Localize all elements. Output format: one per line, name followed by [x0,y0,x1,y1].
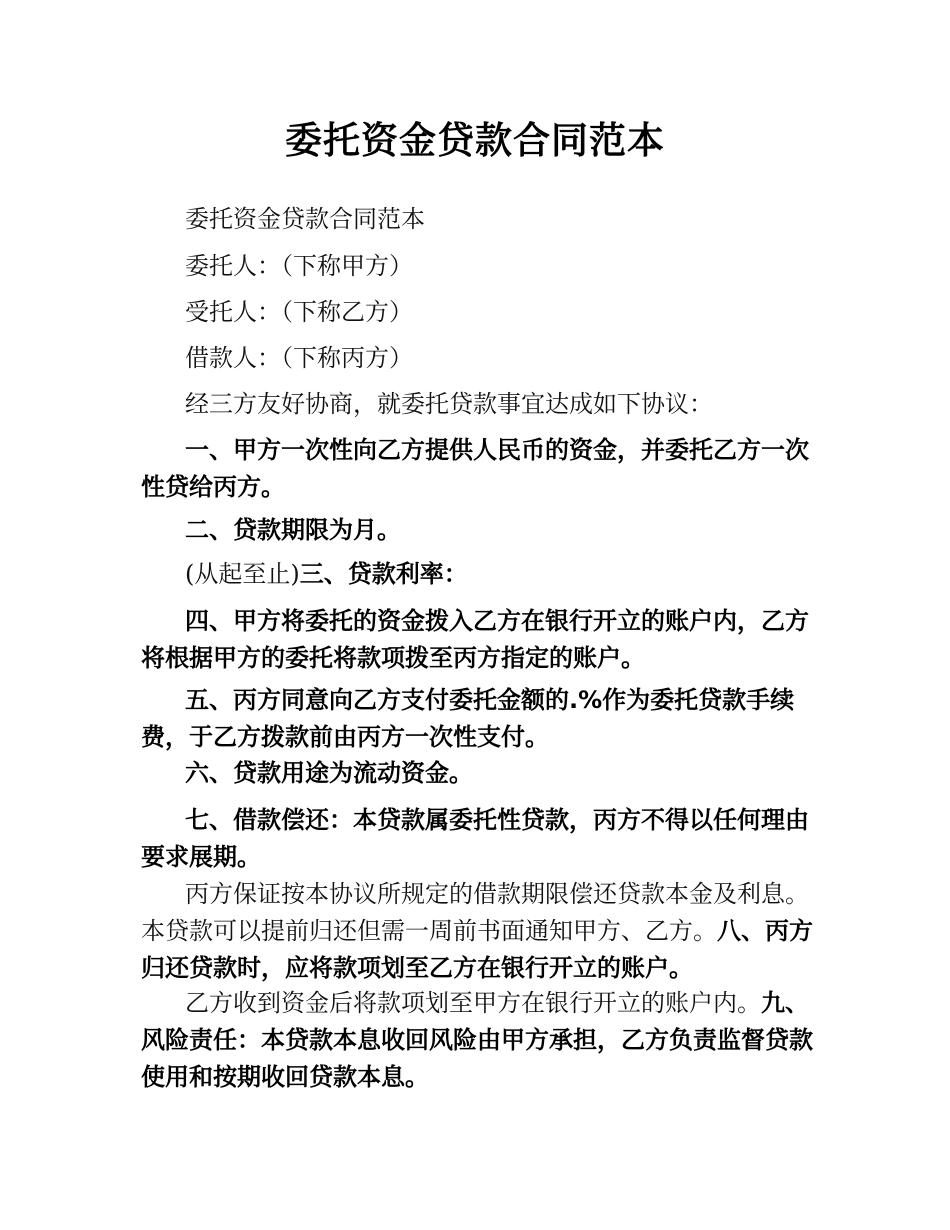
clause-4 [141,603,813,677]
clause-text: 六、贷款用途为流动资金。 [185,759,473,787]
clause-prefix-text: (从起至止) [185,560,300,588]
paragraph-doc-name [141,201,813,238]
clause-1 [141,432,813,506]
clause-text: 七、借款偿还：本贷款属委托性贷款，丙方不得以任何理由要求展期。 [141,806,809,871]
clause-6 [141,755,813,792]
clause-2 [141,512,813,549]
clause-text: 八、丙方归还贷款时，应将款项划至乙方在银行开立的账户。 [141,917,813,982]
document-title: 委托资金贷款合同范本 [285,119,665,162]
paragraph-text: 乙方收到资金后将款项划至甲方在银行开立的账户内。 [185,989,761,1017]
clause-5 [141,682,813,756]
paragraph-text: 委托人：（下称甲方） [185,252,413,280]
clause-text: 一、甲方一次性向乙方提供人民币的资金，并委托乙方一次性贷给丙方。 [141,436,809,501]
clause-7-continuation-and-clause-8 [141,876,813,987]
paragraph-text: 经三方友好协商，就委托贷款事宜达成如下协议： [185,390,713,418]
paragraph-trustee [141,294,813,331]
paragraph-agreement-intro [141,386,813,423]
paragraph-text: 受托人：（下称乙方） [185,298,413,326]
clause-3 [141,556,813,593]
clause-8-continuation-and-clause-9 [141,985,813,1096]
paragraph-text: 丙方保证按本协议所规定的借款期限偿还贷款本金及利息。本贷款可以提前归还但需一周前书面通知甲方、乙方。 [141,880,809,945]
paragraph-borrower [141,340,813,377]
paragraph-text: 委托资金贷款合同范本 [185,205,425,233]
clause-7 [141,802,813,876]
clause-text: 三、贷款利率： [299,560,468,588]
clause-text: 五、丙方同意向乙方支付委托金额的.%作为委托贷款手续费，于乙方拨款前由丙方一次性支付。 [141,686,795,751]
clause-text: 四、甲方将委托的资金拨入乙方在银行开立的账户内，乙方将根据甲方的委托将款项拨至丙方指定的账户。 [141,607,809,672]
clause-text: 九、风险责任：本贷款本息收回风险由甲方承担，乙方负责监督贷款使用和按期收回贷款本息。 [141,989,813,1091]
paragraph-entrusting-party [141,248,813,285]
clause-text: 二、贷款期限为月。 [185,516,401,544]
paragraph-text: 借款人：（下称丙方） [185,344,413,372]
